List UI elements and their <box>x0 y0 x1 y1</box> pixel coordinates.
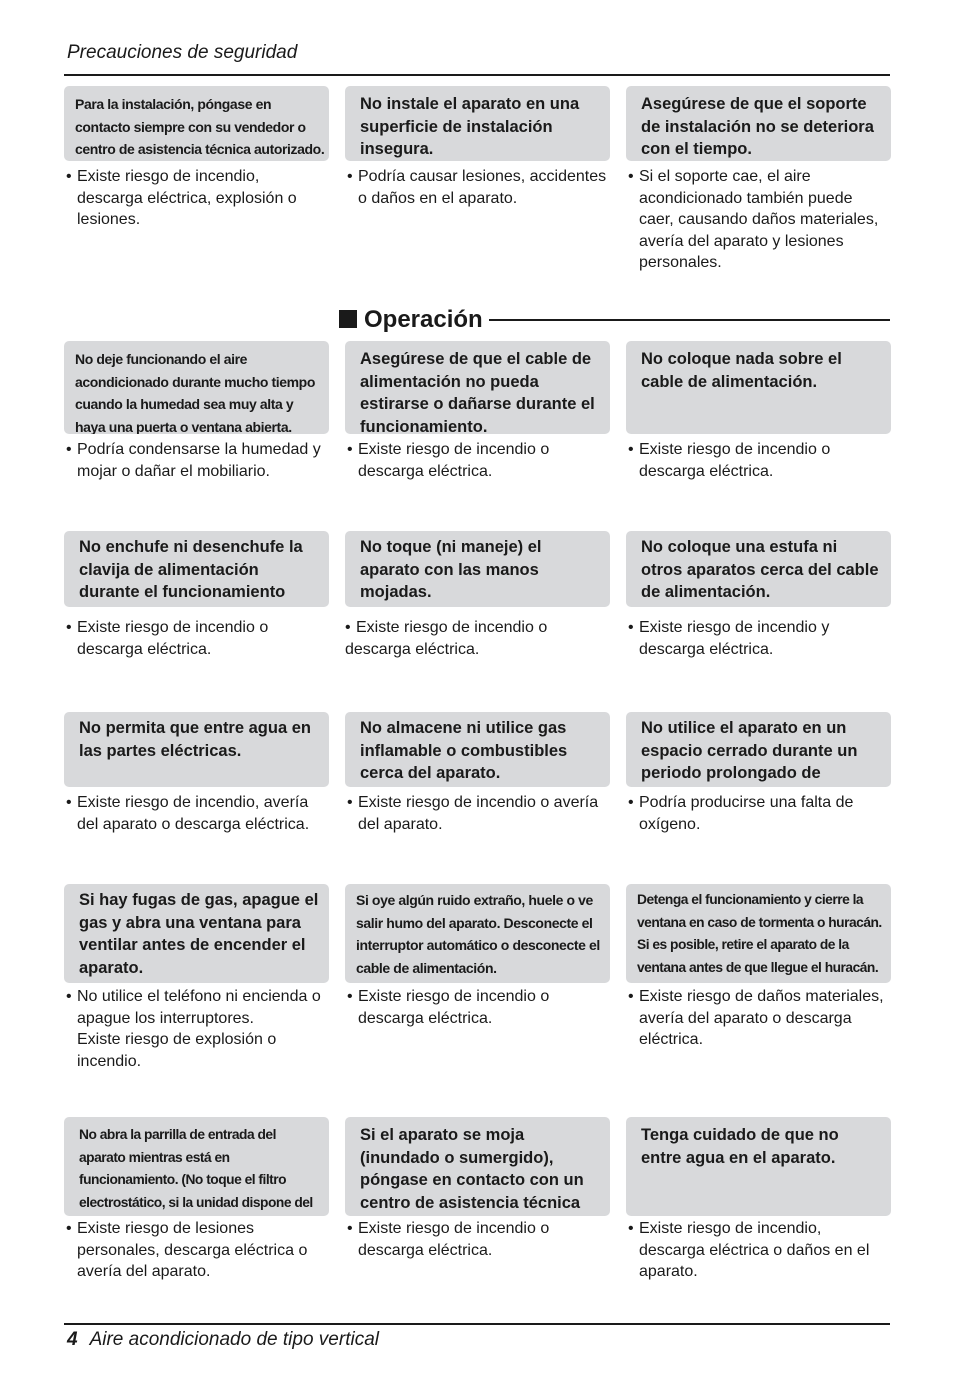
section-heading <box>339 305 890 335</box>
effect-text: • Existe riesgo de daños materiales, avería del aparato o descarga eléctrica. <box>628 988 884 1048</box>
precaution-item <box>345 86 610 209</box>
precaution-item <box>626 86 891 274</box>
effect-text: • Existe riesgo de lesiones personales, descarga eléctrica o avería del aparato. <box>66 1220 308 1280</box>
warning-box: Si el aparato se moja (inundado o sumergido), póngase en contacto con un centro de asistencia técnica <box>345 1117 610 1216</box>
warning-box: No deje funcionando el aire acondicionado durante mucho tiempo cuando la humedad sea muy alta y haya una puerta o ventana abierta. <box>64 341 329 434</box>
warning-box: Detenga el funcionamiento y cierre la ventana en caso de tormenta o huracán. Si es posible, retire el aparato de la ventana antes de que llegue el huracán. <box>626 884 891 983</box>
page-header-title: Precauciones de seguridad <box>67 42 298 63</box>
warning-box: No toque (ni maneje) el aparato con las manos mojadas. <box>345 531 610 607</box>
effect-text: • Existe riesgo de incendio, descarga eléctrica, explosión o lesiones. <box>66 168 297 228</box>
warning-box: No abra la parrilla de entrada del aparato mientras está en funcionamiento. (No toque el filtro electrostático, si la unidad dispone del <box>64 1117 329 1216</box>
precaution-item <box>626 531 891 660</box>
footer-divider <box>64 1323 890 1325</box>
effect-text: • Podría condensarse la humedad y mojar o dañar el mobiliario. <box>66 441 321 480</box>
page-number: 4 <box>67 1329 78 1350</box>
warning-box: Tenga cuidado de que no entre agua en el aparato. <box>626 1117 891 1216</box>
section-square-icon <box>339 310 357 328</box>
precaution-item <box>64 86 329 231</box>
footer-title: Aire acondicionado de tipo vertical <box>89 1329 379 1350</box>
header-divider <box>64 74 890 76</box>
effect-text: • Existe riesgo de incendio, descarga eléctrica o daños en el aparato. <box>628 1220 870 1280</box>
precaution-item <box>345 1117 610 1261</box>
effect-text: • Si el soporte cae, el aire acondicionado también puede caer, causando daños materiales, avería del aparato y lesiones personales. <box>628 168 879 271</box>
warning-box: Si hay fugas de gas, apague el gas y abra una ventana para ventilar antes de encender el aparato. <box>64 884 329 983</box>
precaution-item <box>345 712 610 835</box>
effect-text: • Podría producirse una falta de oxígeno. <box>628 794 854 833</box>
precaution-item <box>626 341 891 482</box>
effect-text: • Existe riesgo de incendio o descarga eléctrica. <box>345 619 548 658</box>
warning-box: Si oye algún ruido extraño, huele o ve salir humo del aparato. Desconecte el interruptor automático o desconecte el cable de alimentación. <box>345 884 610 983</box>
page-footer <box>67 1329 379 1351</box>
warning-box: No utilice el aparato en un espacio cerrado durante un periodo prolongado de <box>626 712 891 787</box>
precaution-item <box>626 884 891 1051</box>
warning-box: No instale el aparato en una superficie de instalación insegura. <box>345 86 610 161</box>
warning-box: No enchufe ni desenchufe la clavija de alimentación durante el funcionamiento <box>64 531 329 607</box>
section-title: Operación <box>364 306 483 333</box>
precaution-item <box>626 712 891 835</box>
warning-box: No coloque nada sobre el cable de alimentación. <box>626 341 891 434</box>
effect-text: • Existe riesgo de incendio o descarga eléctrica. <box>347 1220 550 1259</box>
effect-text: • Existe riesgo de incendio o descarga eléctrica. <box>347 988 550 1027</box>
precaution-item <box>64 531 329 660</box>
warning-box: No coloque una estufa ni otros aparatos cerca del cable de alimentación. <box>626 531 891 607</box>
warning-box: No almacene ni utilice gas inflamable o combustibles cerca del aparato. <box>345 712 610 787</box>
precaution-item <box>626 1117 891 1283</box>
effect-text: • Existe riesgo de incendio o avería del aparato. <box>347 794 599 833</box>
section-heading-rule <box>489 319 890 321</box>
precaution-item <box>345 531 610 660</box>
effect-text: • Existe riesgo de incendio o descarga eléctrica. <box>628 441 831 480</box>
warning-box: Para la instalación, póngase en contacto siempre con su vendedor o centro de asistencia técnica autorizado. <box>64 86 329 161</box>
effect-text: • Existe riesgo de incendio y descarga eléctrica. <box>628 619 830 658</box>
warning-box: No permita que entre agua en las partes eléctricas. <box>64 712 329 787</box>
warning-box: Asegúrese de que el soporte de instalación no se deteriora con el tiempo. <box>626 86 891 161</box>
precaution-item <box>64 884 329 1072</box>
precaution-item <box>64 712 329 835</box>
precaution-item <box>345 341 610 482</box>
warning-box: Asegúrese de que el cable de alimentación no pueda estirarse o dañarse durante el funcionamiento. <box>345 341 610 434</box>
effect-text: • Existe riesgo de incendio o descarga eléctrica. <box>66 619 269 658</box>
effect-text: • Podría causar lesiones, accidentes o daños en el aparato. <box>347 168 607 207</box>
precaution-item <box>64 1117 329 1283</box>
effect-text: • No utilice el teléfono ni encienda o apague los interruptores. Existe riesgo de explosión o incendio. <box>66 988 321 1070</box>
effect-text: • Existe riesgo de incendio o descarga eléctrica. <box>347 441 550 480</box>
precaution-item <box>64 341 329 482</box>
effect-text: • Existe riesgo de incendio, avería del aparato o descarga eléctrica. <box>66 794 310 833</box>
precaution-item <box>345 884 610 1029</box>
